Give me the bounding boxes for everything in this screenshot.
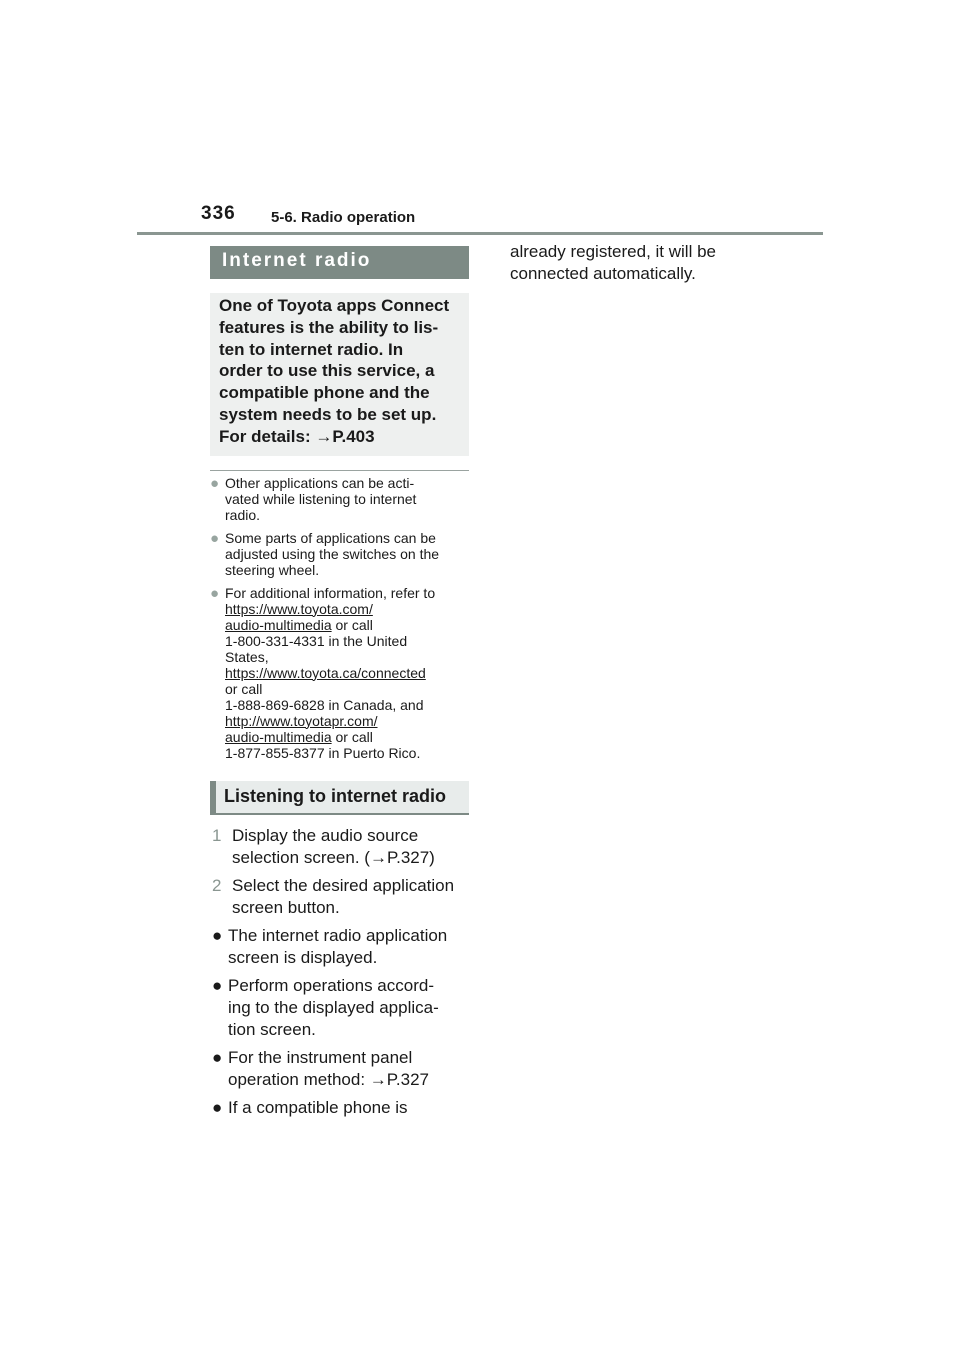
bullet-item — [210, 925, 469, 969]
bullet-dot-icon: ● — [212, 975, 223, 995]
right-column — [510, 241, 790, 285]
continued-line: already registered, it will be — [510, 242, 716, 261]
note-line: vated while listening to internet — [225, 490, 417, 507]
divider — [210, 470, 469, 471]
step-line: Display the audio source — [232, 825, 419, 845]
step-item — [210, 875, 469, 919]
note-line: steering wheel. — [225, 561, 320, 578]
note-line: adjusted using the switches on the — [225, 545, 440, 562]
intro-line: One of Toyota apps Connect — [219, 296, 450, 315]
toyota-us-link[interactable]: https://www.toyota.com/ — [225, 600, 373, 617]
note-line: Other applications can be acti- — [225, 474, 415, 491]
intro-line: order to use this service, a — [219, 361, 435, 381]
page-number: 336 — [201, 203, 236, 224]
step-line: selection screen. (→P.327) — [232, 847, 435, 867]
steps-list — [210, 825, 469, 1119]
note-item — [210, 475, 469, 523]
note-item — [210, 530, 469, 578]
bullet-line: The internet radio application — [228, 925, 448, 945]
note-line: For additional information, refer to — [225, 584, 436, 601]
bullet-line: tion screen. — [228, 1019, 316, 1039]
intro-line: system needs to be set up. — [219, 404, 437, 424]
bullet-item — [210, 1097, 469, 1119]
continued-line: connected automatically. — [510, 264, 696, 283]
intro-line: For details: →P.403 — [219, 426, 375, 446]
note-line: or call — [225, 680, 263, 697]
bullet-line: For the instrument panel — [228, 1047, 413, 1067]
note-line: 1-888-869-6828 in Canada, and — [225, 696, 424, 713]
bullet-dot-icon: ● — [212, 925, 223, 945]
bullet-dot-icon: ● — [210, 529, 220, 547]
toyota-ca-link[interactable]: https://www.toyota.ca/connected — [225, 664, 426, 681]
intro-box — [210, 293, 469, 456]
contact-note — [210, 585, 469, 761]
note-line: Some parts of applications can be — [225, 529, 436, 546]
note-line — [225, 601, 469, 617]
step-line: Select the desired application — [232, 875, 455, 895]
bullet-line: Perform operations accord- — [228, 975, 434, 995]
intro-line: ten to internet radio. In — [219, 339, 404, 359]
note-line — [225, 617, 469, 633]
bullet-line: screen is displayed. — [228, 947, 378, 967]
note-line: 1-800-331-4331 in the United — [225, 632, 408, 649]
note-line: States, — [225, 648, 269, 665]
step-item — [210, 825, 469, 869]
notes-list — [210, 475, 469, 761]
bullet-line: If a compatible phone is — [228, 1097, 408, 1117]
intro-line: compatible phone and the — [219, 383, 430, 403]
toyota-us-link-cont[interactable]: audio-multimedia — [225, 616, 332, 633]
internet-radio-heading: Internet radio — [210, 246, 469, 279]
note-line — [225, 665, 469, 681]
left-column — [210, 246, 469, 1125]
header-rule — [137, 232, 823, 235]
bullet-dot-icon: ● — [212, 1097, 223, 1117]
intro-line: features is the ability to lis- — [219, 317, 439, 337]
step-number: 1 — [212, 825, 222, 845]
note-line: radio. — [225, 506, 261, 523]
note-line — [225, 713, 469, 729]
link-suffix: or call — [331, 728, 373, 745]
bullet-dot-icon: ● — [210, 584, 220, 602]
bullet-dot-icon: ● — [212, 1047, 223, 1067]
note-line: 1-877-855-8377 in Puerto Rico. — [225, 744, 421, 761]
step-line: screen button. — [232, 897, 340, 917]
step-number: 2 — [212, 875, 222, 895]
continued-text — [510, 241, 790, 285]
bullet-item — [210, 1047, 469, 1091]
toyota-pr-link-cont[interactable]: audio-multimedia — [225, 728, 332, 745]
link-suffix: or call — [331, 616, 373, 633]
note-line — [225, 729, 469, 745]
bullet-line: ing to the displayed applica- — [228, 997, 439, 1017]
listening-heading: Listening to internet radio — [210, 781, 469, 815]
bullet-line: operation method: →P.327 — [228, 1069, 429, 1089]
bullet-dot-icon: ● — [210, 474, 220, 492]
toyota-pr-link[interactable]: http://www.toyotapr.com/ — [225, 712, 378, 729]
bullet-item — [210, 975, 469, 1041]
section-title: 5-6. Radio operation — [271, 209, 416, 226]
